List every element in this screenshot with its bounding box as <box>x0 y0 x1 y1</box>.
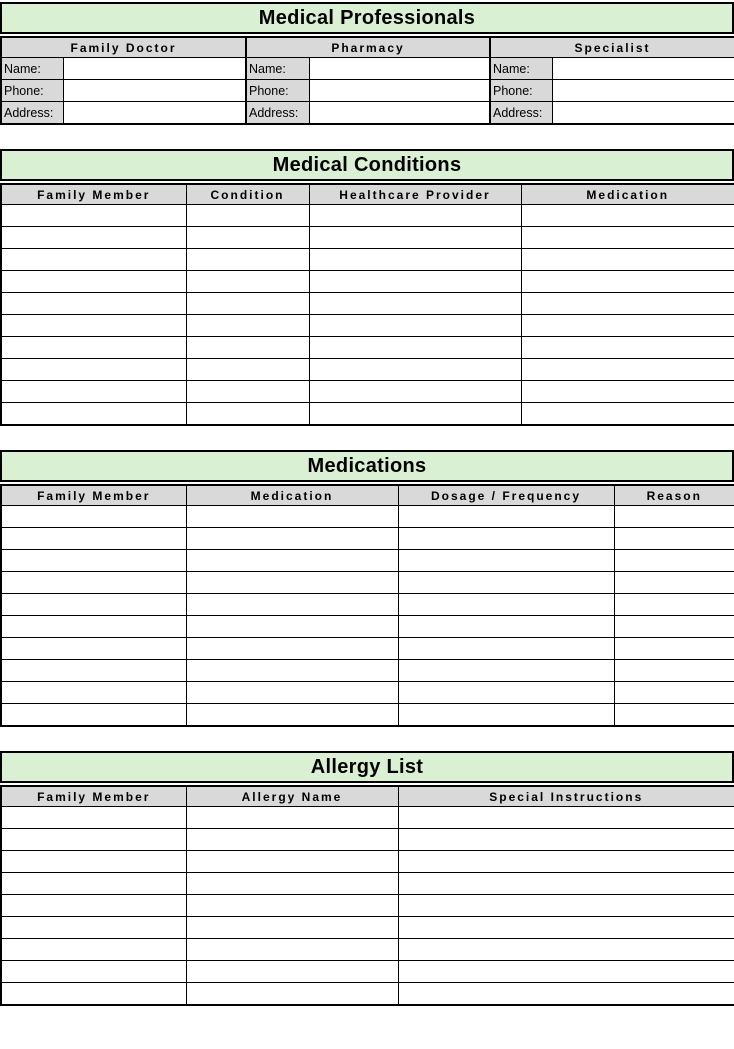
specialist-phone-field[interactable] <box>552 80 734 102</box>
table-row <box>1 403 734 426</box>
empty-cell[interactable] <box>1 616 186 638</box>
column-header-family-doctor: Family Doctor <box>1 37 246 58</box>
section-title-medical-conditions: Medical Conditions <box>0 149 734 181</box>
allergy-header-row <box>1 786 734 807</box>
medications-header-row <box>1 485 734 506</box>
empty-cell[interactable] <box>1 528 186 550</box>
empty-cell[interactable] <box>614 572 734 594</box>
medical-professionals-table <box>0 36 734 125</box>
empty-cell[interactable] <box>1 227 186 249</box>
medications-table <box>0 484 734 727</box>
empty-cell[interactable] <box>186 528 398 550</box>
empty-cell[interactable] <box>1 550 186 572</box>
column-header-family-member: Family Member <box>1 184 186 205</box>
empty-cell[interactable] <box>186 249 309 271</box>
empty-cell[interactable] <box>1 337 186 359</box>
empty-cell[interactable] <box>1 506 186 528</box>
empty-cell[interactable] <box>521 271 734 293</box>
table-row <box>1 939 734 961</box>
empty-cell[interactable] <box>398 506 614 528</box>
table-row <box>1 704 734 727</box>
empty-cell[interactable] <box>398 873 734 895</box>
section-allergy-list <box>0 751 734 1006</box>
table-row <box>1 616 734 638</box>
empty-cell[interactable] <box>186 337 309 359</box>
table-row <box>1 359 734 381</box>
empty-cell[interactable] <box>1 293 186 315</box>
empty-cell[interactable] <box>614 594 734 616</box>
empty-cell[interactable] <box>186 829 398 851</box>
empty-cell[interactable] <box>521 293 734 315</box>
conditions-header-row <box>1 184 734 205</box>
empty-cell[interactable] <box>186 271 309 293</box>
empty-cell[interactable] <box>614 638 734 660</box>
table-row <box>1 572 734 594</box>
column-header-special-instructions: Special Instructions <box>398 786 734 807</box>
empty-cell[interactable] <box>186 704 398 727</box>
empty-cell[interactable] <box>1 572 186 594</box>
table-row <box>1 550 734 572</box>
empty-cell[interactable] <box>186 682 398 704</box>
empty-cell[interactable] <box>309 293 521 315</box>
table-row <box>1 337 734 359</box>
phone-row <box>1 80 734 102</box>
empty-cell[interactable] <box>398 528 614 550</box>
pharmacy-address-field[interactable] <box>309 102 490 125</box>
empty-cell[interactable] <box>1 807 186 829</box>
empty-cell[interactable] <box>521 403 734 426</box>
empty-cell[interactable] <box>186 594 398 616</box>
section-title-medications: Medications <box>0 450 734 482</box>
empty-cell[interactable] <box>1 895 186 917</box>
family-doctor-phone-field[interactable] <box>63 80 246 102</box>
empty-cell[interactable] <box>1 381 186 403</box>
empty-cell[interactable] <box>1 315 186 337</box>
empty-cell[interactable] <box>398 704 614 727</box>
empty-cell[interactable] <box>398 594 614 616</box>
empty-cell[interactable] <box>1 961 186 983</box>
empty-cell[interactable] <box>309 249 521 271</box>
column-header-dosage-frequency: Dosage / Frequency <box>398 485 614 506</box>
empty-cell[interactable] <box>309 359 521 381</box>
section-medications <box>0 450 734 727</box>
specialist-phone-label: Phone: <box>490 80 552 102</box>
empty-cell[interactable] <box>186 506 398 528</box>
column-header-medication: Medication <box>521 184 734 205</box>
empty-cell[interactable] <box>1 682 186 704</box>
empty-cell[interactable] <box>1 704 186 727</box>
table-row <box>1 961 734 983</box>
empty-cell[interactable] <box>1 249 186 271</box>
empty-cell[interactable] <box>614 528 734 550</box>
allergy-list-table <box>0 785 734 1006</box>
empty-cell[interactable] <box>186 403 309 426</box>
column-header-allergy-name: Allergy Name <box>186 786 398 807</box>
empty-cell[interactable] <box>1 271 186 293</box>
empty-cell[interactable] <box>398 682 614 704</box>
empty-cell[interactable] <box>186 983 398 1006</box>
empty-cell[interactable] <box>309 403 521 426</box>
column-header-pharmacy: Pharmacy <box>246 37 490 58</box>
specialist-address-field[interactable] <box>552 102 734 125</box>
family-doctor-name-label: Name: <box>1 58 63 80</box>
empty-cell[interactable] <box>398 851 734 873</box>
table-row <box>1 594 734 616</box>
section-medical-professionals <box>0 2 734 125</box>
pharmacy-phone-field[interactable] <box>309 80 490 102</box>
empty-cell[interactable] <box>521 205 734 227</box>
table-row <box>1 682 734 704</box>
column-header-condition: Condition <box>186 184 309 205</box>
pharmacy-name-field[interactable] <box>309 58 490 80</box>
empty-cell[interactable] <box>398 895 734 917</box>
empty-cell[interactable] <box>186 381 309 403</box>
empty-cell[interactable] <box>186 660 398 682</box>
medical-conditions-table <box>0 183 734 426</box>
empty-cell[interactable] <box>1 917 186 939</box>
empty-cell[interactable] <box>186 572 398 594</box>
table-row <box>1 227 734 249</box>
empty-cell[interactable] <box>309 315 521 337</box>
table-row <box>1 638 734 660</box>
table-row <box>1 381 734 403</box>
empty-cell[interactable] <box>186 851 398 873</box>
empty-cell[interactable] <box>1 829 186 851</box>
name-row <box>1 58 734 80</box>
empty-cell[interactable] <box>614 682 734 704</box>
empty-cell[interactable] <box>186 939 398 961</box>
empty-cell[interactable] <box>614 550 734 572</box>
empty-cell[interactable] <box>398 983 734 1006</box>
empty-cell[interactable] <box>398 616 614 638</box>
table-row <box>1 873 734 895</box>
table-row <box>1 829 734 851</box>
empty-cell[interactable] <box>309 205 521 227</box>
column-header-healthcare-provider: Healthcare Provider <box>309 184 521 205</box>
empty-cell[interactable] <box>398 939 734 961</box>
empty-cell[interactable] <box>186 359 309 381</box>
empty-cell[interactable] <box>186 895 398 917</box>
empty-cell[interactable] <box>521 359 734 381</box>
empty-cell[interactable] <box>186 638 398 660</box>
empty-cell[interactable] <box>398 829 734 851</box>
address-row <box>1 102 734 125</box>
specialist-address-label: Address: <box>490 102 552 125</box>
family-doctor-name-field[interactable] <box>63 58 246 80</box>
empty-cell[interactable] <box>186 616 398 638</box>
family-doctor-address-label: Address: <box>1 102 63 125</box>
empty-cell[interactable] <box>398 807 734 829</box>
empty-cell[interactable] <box>614 704 734 727</box>
empty-cell[interactable] <box>614 660 734 682</box>
empty-cell[interactable] <box>1 638 186 660</box>
empty-cell[interactable] <box>1 205 186 227</box>
table-row <box>1 249 734 271</box>
section-title-allergy-list: Allergy List <box>0 751 734 783</box>
table-row <box>1 807 734 829</box>
professionals-header-row <box>1 37 734 58</box>
table-row <box>1 205 734 227</box>
empty-cell[interactable] <box>398 961 734 983</box>
empty-cell[interactable] <box>614 506 734 528</box>
empty-cell[interactable] <box>398 638 614 660</box>
empty-cell[interactable] <box>521 315 734 337</box>
empty-cell[interactable] <box>1 594 186 616</box>
table-row <box>1 506 734 528</box>
table-row <box>1 660 734 682</box>
specialist-name-field[interactable] <box>552 58 734 80</box>
specialist-name-label: Name: <box>490 58 552 80</box>
empty-cell[interactable] <box>521 227 734 249</box>
column-header-family-member: Family Member <box>1 485 186 506</box>
table-row <box>1 315 734 337</box>
column-header-medication: Medication <box>186 485 398 506</box>
empty-cell[interactable] <box>398 917 734 939</box>
empty-cell[interactable] <box>1 873 186 895</box>
empty-cell[interactable] <box>1 939 186 961</box>
empty-cell[interactable] <box>1 983 186 1006</box>
empty-cell[interactable] <box>1 851 186 873</box>
empty-cell[interactable] <box>1 359 186 381</box>
section-title-medical-professionals: Medical Professionals <box>0 2 734 34</box>
family-doctor-phone-label: Phone: <box>1 80 63 102</box>
empty-cell[interactable] <box>521 381 734 403</box>
pharmacy-phone-label: Phone: <box>246 80 309 102</box>
table-row <box>1 983 734 1006</box>
empty-cell[interactable] <box>398 550 614 572</box>
table-row <box>1 895 734 917</box>
empty-cell[interactable] <box>521 337 734 359</box>
empty-cell[interactable] <box>1 403 186 426</box>
table-row <box>1 917 734 939</box>
empty-cell[interactable] <box>614 616 734 638</box>
empty-cell[interactable] <box>398 660 614 682</box>
empty-cell[interactable] <box>309 271 521 293</box>
empty-cell[interactable] <box>186 315 309 337</box>
empty-cell[interactable] <box>309 227 521 249</box>
table-row <box>1 851 734 873</box>
column-header-family-member: Family Member <box>1 786 186 807</box>
empty-cell[interactable] <box>186 293 309 315</box>
table-row <box>1 293 734 315</box>
empty-cell[interactable] <box>309 381 521 403</box>
table-row <box>1 528 734 550</box>
empty-cell[interactable] <box>186 961 398 983</box>
empty-cell[interactable] <box>186 227 309 249</box>
column-header-reason: Reason <box>614 485 734 506</box>
empty-cell[interactable] <box>186 917 398 939</box>
column-header-specialist: Specialist <box>490 37 734 58</box>
pharmacy-name-label: Name: <box>246 58 309 80</box>
empty-cell[interactable] <box>398 572 614 594</box>
table-row <box>1 271 734 293</box>
empty-cell[interactable] <box>309 337 521 359</box>
empty-cell[interactable] <box>186 873 398 895</box>
section-medical-conditions <box>0 149 734 426</box>
empty-cell[interactable] <box>186 205 309 227</box>
empty-cell[interactable] <box>521 249 734 271</box>
empty-cell[interactable] <box>186 807 398 829</box>
empty-cell[interactable] <box>1 660 186 682</box>
empty-cell[interactable] <box>186 550 398 572</box>
pharmacy-address-label: Address: <box>246 102 309 125</box>
family-doctor-address-field[interactable] <box>63 102 246 125</box>
